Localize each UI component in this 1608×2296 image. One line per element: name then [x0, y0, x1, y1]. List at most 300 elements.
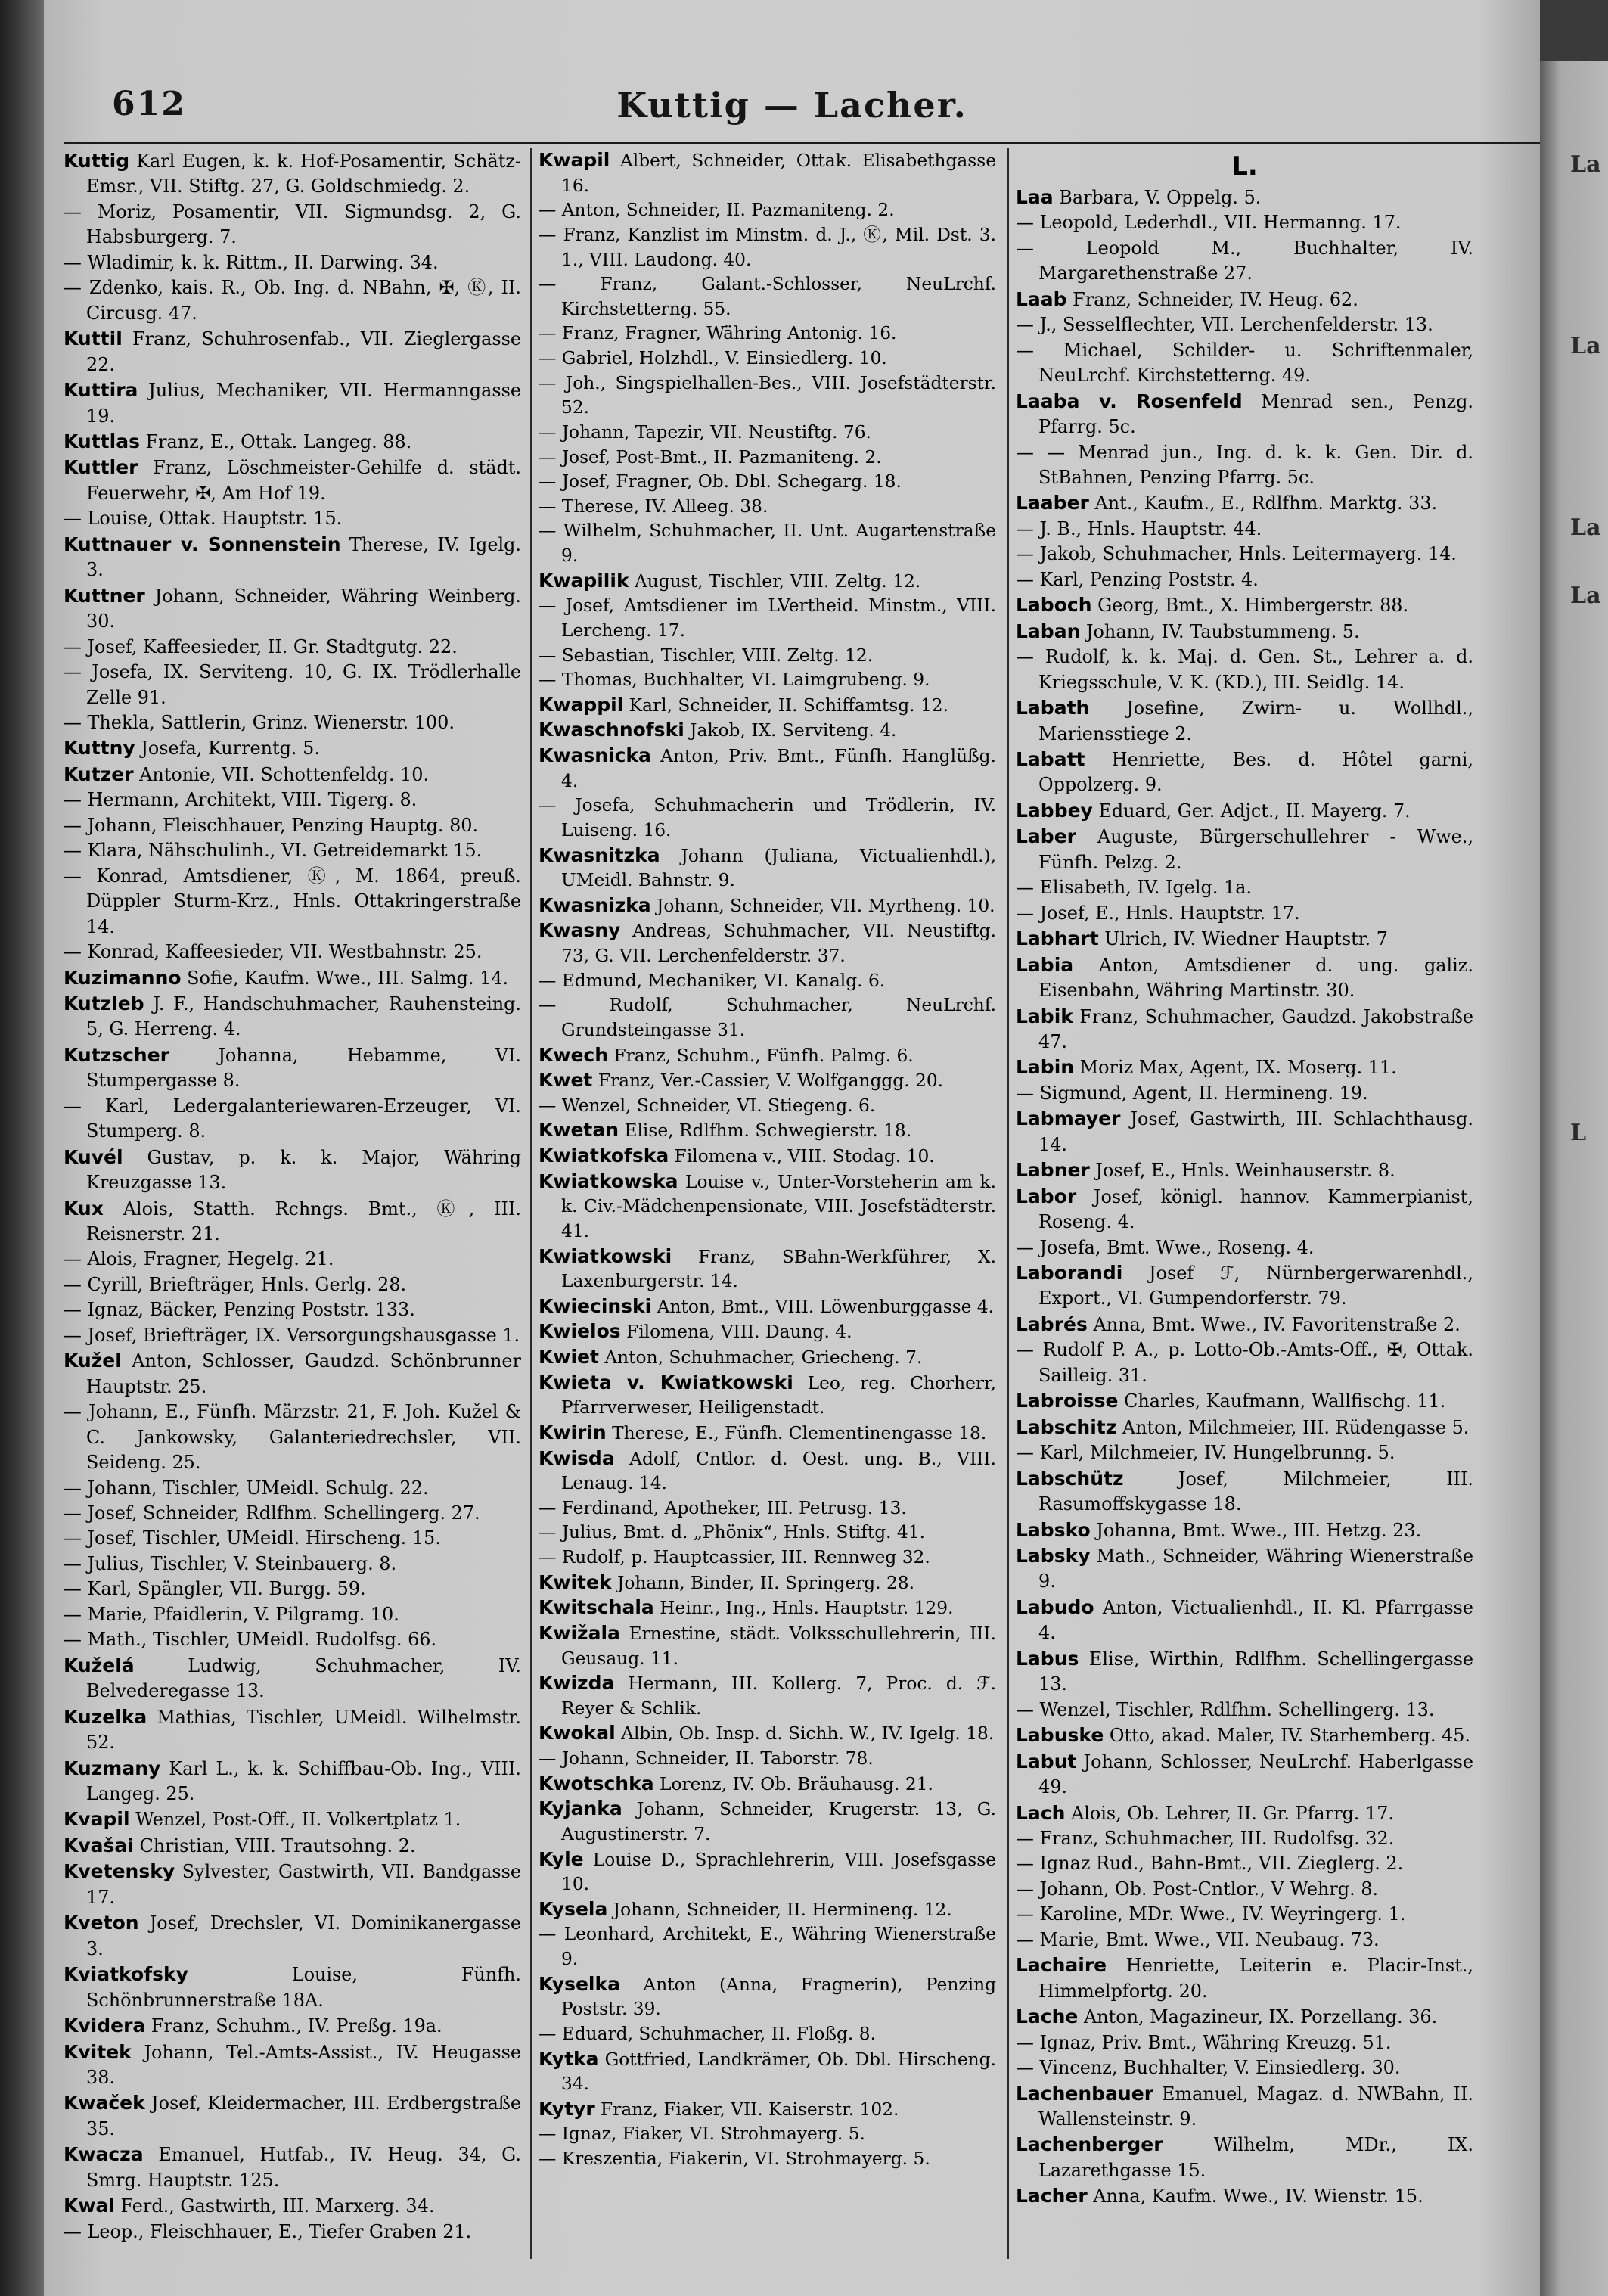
entry-surname: Kwiatkowska [539, 1170, 678, 1192]
directory-entry [64, 1577, 521, 1602]
entry-details: Menrad sen., Penzg. Pfarrg. 5c. [1038, 390, 1473, 438]
directory-entry [539, 1972, 996, 2022]
directory-entry [64, 250, 521, 275]
entry-details: Josef ℱ, Nürnbergerwarenhdl., Export., VI. Gumpendorferstr. 79. [1038, 1263, 1473, 1310]
entry-surname: Labsko [1016, 1518, 1091, 1541]
entry-details: Albert, Schneider, Ottak. Elisabethgasse 16. [561, 151, 996, 196]
directory-entry [539, 2097, 996, 2123]
entry-details: — Ignaz, Fiaker, VI. Strohmayerg. 5. [539, 2124, 865, 2145]
entry-details: — Elisabeth, IV. Igelg. 1a. [1016, 877, 1253, 899]
directory-entry [1016, 1312, 1473, 1338]
directory-entry [539, 322, 996, 346]
directory-entry [64, 275, 521, 326]
directory-entry [64, 1196, 521, 1247]
entry-surname: Kvapil [64, 1808, 130, 1831]
directory-entry [1016, 1081, 1473, 1106]
entry-details: Josef, königl. hannov. Kammerpianist, Roseng. 4. [1038, 1185, 1473, 1233]
directory-entry [539, 1897, 996, 1923]
directory-entry [1016, 592, 1473, 618]
entry-details: — Johann, E., Fünfh. Märzstr. 21, F. Joh. Kužel & C. Jankowsky, Galanteriedrechsler, VII. Seideng. 25. [64, 1401, 521, 1474]
directory-entry [1016, 389, 1473, 440]
entry-details: Wilhelm, MDr., IX. Lazarethgasse 15. [1038, 2134, 1473, 2181]
entry-surname: Labschitz [1016, 1415, 1117, 1438]
entry-details: — Johann, Ob. Post-Cntlor., V Wehrg. 8. [1016, 1878, 1379, 1900]
entry-details: Ferd., Gastwirth, III. Marxerg. 34. [114, 2195, 435, 2217]
directory-entry [1016, 517, 1473, 542]
entry-surname: Kwasnitzka [539, 844, 660, 866]
entry-details: Franz, Ver.-Cassier, V. Wolfganggg. 20. [592, 1070, 944, 1092]
entry-surname: Kužel [64, 1350, 122, 1372]
directory-entry [64, 1602, 521, 1627]
entry-details: — Hermann, Architekt, VIII. Tigerg. 8. [64, 789, 418, 811]
entry-surname: Kuttnauer v. Sonnenstein [64, 533, 341, 555]
entry-details: Filomena v., VIII. Stodag. 10. [669, 1146, 935, 1167]
entry-details: — Franz, Kanzlist im Minstm. d. J., Ⓚ, Mil. Dst. 3. 1., VIII. Laudong. 40. [539, 224, 996, 270]
directory-entry [539, 918, 996, 968]
directory-entry [64, 2220, 521, 2245]
entry-details: — Ignaz Rud., Bahn-Bmt., VII. Zieglerg. 2. [1016, 1853, 1404, 1875]
entry-details: — Ignaz, Bäcker, Penzing Poststr. 133. [64, 1299, 415, 1321]
entry-details: — Johann, Fleischhauer, Penzing Hauptg. 80. [64, 814, 479, 836]
entry-surname: Kuttil [64, 328, 123, 350]
facing-page-fragment: L [1570, 1120, 1587, 1146]
entry-details: — Karoline, MDr. Wwe., IV. Weyringerg. 1. [1016, 1903, 1406, 1925]
entry-surname: Kyjanka [539, 1797, 622, 1820]
directory-entry [64, 455, 521, 506]
entry-surname: Kuželá [64, 1654, 135, 1676]
directory-entry [539, 1068, 996, 1094]
entry-surname: Lache [1016, 2006, 1079, 2028]
directory-entry [1016, 1235, 1473, 1260]
entry-details: Gottfried, Landkrämer, Ob. Dbl. Hirscheng. 34. [561, 2049, 996, 2095]
directory-entry [1016, 1518, 1473, 1543]
directory-entry [539, 1521, 996, 1546]
facing-page-fragment: La [1570, 151, 1601, 178]
entry-details: Henriette, Leiterin e. Placir-Inst., Himmelpfortg. 20. [1038, 1955, 1473, 2002]
directory-entry [539, 272, 996, 322]
directory-entry [539, 223, 996, 272]
entry-details: Therese, IV. Igelg. 3. [86, 533, 521, 581]
entry-details: — Klara, Nähschulinh., VI. Getreidemarkt 15. [64, 840, 483, 862]
entry-details: — Joh., Singspielhallen-Bes., VIII. Josefstädterstr. 52. [539, 372, 996, 418]
entry-surname: Kwapilik [539, 569, 629, 592]
directory-entry [64, 660, 521, 710]
entry-details: Wenzel, Post-Off., II. Volkertplatz 1. [129, 1809, 461, 1831]
entry-details: — Josefa, IX. Serviteng. 10, G. IX. Trödlerhalle Zelle 91. [64, 661, 521, 708]
entry-surname: Labschütz [1016, 1467, 1124, 1490]
directory-entry [64, 2142, 521, 2193]
directory-entry [539, 993, 996, 1042]
entry-details: — Marie, Pfaidlerin, V. Pilgramg. 10. [64, 1603, 399, 1625]
entry-details: — Julius, Tischler, V. Steinbauerg. 8. [64, 1552, 397, 1574]
entry-details: Johann (Juliana, Victualienhdl.), UMeidl. Bahnstr. 9. [561, 845, 996, 891]
column-divider [1007, 148, 1009, 2259]
entry-details: Johann, Schneider, II. Hermineng. 12. [607, 1899, 952, 1920]
directory-entry [1016, 619, 1473, 645]
directory-entry [1016, 1415, 1473, 1440]
entry-details: — Karl, Ledergalanteriewaren-Erzeuger, VI. Stumperg. 8. [64, 1095, 521, 1142]
facing-page-fragment: La [1570, 514, 1601, 541]
entry-details: — Wenzel, Schneider, VI. Stiegeng. 6. [539, 1095, 876, 1116]
directory-entry [539, 1671, 996, 1721]
entry-details: — Josef, Schneider, Rdlfhm. Schellingerg. 27. [64, 1502, 480, 1524]
entry-surname: Labath [1016, 697, 1090, 719]
directory-entry [539, 519, 996, 568]
entry-details: Franz, Schneider, IV. Heug. 62. [1066, 288, 1358, 310]
entry-details: — Alois, Fragner, Hegelg. 21. [64, 1248, 334, 1270]
entry-details: Albin, Ob. Insp. d. Sichh. W., IV. Igelg. 18. [615, 1723, 995, 1745]
entry-details: — Franz, Schuhmacher, III. Rudolfsg. 32. [1016, 1828, 1395, 1849]
entry-details: — Josefa, Schuhmacherin und Trödlerin, IV. Luiseng. 16. [539, 795, 996, 840]
entry-surname: Laban [1016, 620, 1081, 642]
entry-surname: Kwiatkowski [539, 1244, 672, 1267]
directory-entry [539, 1421, 996, 1446]
entry-surname: Laaber [1016, 492, 1089, 514]
directory-entry [64, 1653, 521, 1704]
entry-surname: Kwapil [539, 149, 610, 171]
directory-entry [64, 940, 521, 965]
entry-surname: Laa [1016, 186, 1054, 208]
entry-surname: Kwitek [539, 1571, 612, 1593]
entry-details: Anton, Priv. Bmt., Fünfh. Hanglüßg. 4. [561, 746, 996, 791]
entry-details: — Math., Tischler, UMeidl. Rudolfsg. 66. [64, 1629, 437, 1651]
entry-details: Otto, akad. Maler, IV. Starhemberg. 45. [1104, 1725, 1471, 1747]
directory-entry [64, 1476, 521, 1501]
directory-entry [539, 1294, 996, 1320]
entry-details: — Thekla, Sattlerin, Grinz. Wienerstr. 100. [64, 711, 455, 733]
directory-entry [64, 148, 521, 200]
entry-details: August, Tischler, VIII. Zeltg. 12. [629, 570, 921, 592]
directory-entry [539, 1446, 996, 1496]
entry-details: — Rudolf, p. Hauptcassier, III. Rennweg 32. [539, 1547, 930, 1567]
entry-details: Josef, Kleidermacher, III. Erdbergstraße 35. [86, 2092, 521, 2139]
directory-entry [64, 1704, 521, 1756]
entry-details: Franz, SBahn-Werkführer, X. Laxenburgerstr. 14. [561, 1246, 996, 1292]
entry-details: Franz, Schuhmacher, Gaudzd. Jakobstraße 47. [1038, 1005, 1473, 1052]
directory-entry [64, 864, 521, 940]
entry-details: Josef, Gastwirth, III. Schlachthausg. 14. [1038, 1108, 1473, 1155]
entry-surname: Kwal [64, 2195, 115, 2217]
directory-entry [1016, 1698, 1473, 1723]
entry-surname: Labut [1016, 1750, 1077, 1772]
directory-entry [64, 1400, 521, 1475]
directory-entry [1016, 2132, 1473, 2183]
book-spine [0, 0, 44, 2296]
entry-surname: Labroisse [1016, 1390, 1119, 1412]
entry-surname: Kuttlas [64, 430, 140, 452]
directory-entry [1016, 287, 1473, 312]
entry-details: — J. B., Hnls. Hauptstr. 44. [1016, 517, 1262, 539]
directory-entry [539, 2122, 996, 2147]
entry-details: Johann, Schneider, VII. Myrtheng. 10. [650, 895, 995, 916]
entry-surname: Kwacza [64, 2143, 144, 2166]
directory-entry [539, 1595, 996, 1621]
entry-details: Hermann, III. Kollerg. 7, Proc. d. ℱ. Reyer & Schlik. [561, 1673, 996, 1719]
running-title: Kuttig — Lacher. [616, 85, 967, 126]
entry-details: — Eduard, Schuhmacher, II. Floßg. 8. [539, 2023, 876, 2044]
directory-entry [539, 421, 996, 446]
entry-surname: Labudo [1016, 1595, 1094, 1618]
directory-entry [1016, 1877, 1473, 1902]
entry-details: Adolf, Cntlor. d. Oest. ung. B., VIII. Lenaug. 14. [561, 1448, 996, 1494]
entry-details: Anton, Bmt., VIII. Löwenburggasse 4. [651, 1296, 995, 1317]
entry-surname: Kwiecinski [539, 1294, 652, 1317]
entry-details: Mathias, Tischler, UMeidl. Wilhelmstr. 52. [86, 1706, 521, 1754]
entry-surname: Labus [1016, 1647, 1079, 1670]
entry-details: Georg, Bmt., X. Himbergerstr. 88. [1091, 595, 1409, 617]
entry-details: Anton (Anna, Fragnerin), Penzing Poststr. 39. [561, 1974, 996, 2020]
entry-details: Filomena, VIII. Daung. 4. [620, 1322, 852, 1343]
entry-surname: Kyle [539, 1847, 584, 1870]
directory-entry [1016, 1723, 1473, 1748]
entry-details: — Leonhard, Architekt, E., Währing Wienerstraße 9. [539, 1924, 996, 1969]
directory-entry [1016, 542, 1473, 567]
directory-entry [64, 1094, 521, 1145]
entry-details: Franz, Schuhm., IV. Preßg. 19a. [145, 2015, 442, 2037]
entry-details: Lorenz, IV. Ob. Bräuhausg. 21. [653, 1773, 933, 1794]
entry-details: Moriz Max, Agent, IX. Moserg. 11. [1074, 1057, 1397, 1079]
directory-entry [1016, 1800, 1473, 1826]
entry-details: — Konrad, Kaffeesieder, VII. Westbahnstr. 25. [64, 941, 483, 963]
entry-surname: Kutzer [64, 763, 134, 785]
directory-entry [1016, 567, 1473, 592]
entry-details: Anton, Schlosser, Gaudzd. Schönbrunner Hauptstr. 25. [86, 1350, 521, 1397]
entry-details: — Leopold M., Buchhalter, IV. Margarethenstraße 27. [1016, 237, 1473, 284]
directory-entry [64, 1807, 521, 1832]
directory-entry [64, 1910, 521, 1962]
directory-entry [1016, 1338, 1473, 1388]
entry-details: — Thomas, Buchhalter, VI. Laimgrubeng. 9. [539, 670, 930, 691]
facing-page-fragment: La [1570, 583, 1601, 609]
directory-entry [1016, 2081, 1473, 2133]
directory-entry [539, 2022, 996, 2047]
entry-details: Gustav, p. k. k. Major, Währing Kreuzgasse 13. [86, 1146, 521, 1194]
entry-surname: Lachenbauer [1016, 2082, 1154, 2105]
directory-entry [539, 148, 996, 198]
directory-entry [539, 794, 996, 843]
entry-details: Johann, Schneider, Krugerstr. 13, G. Augustinerstr. 7. [561, 1799, 996, 1844]
entry-surname: Labia [1016, 953, 1074, 976]
directory-entry [1016, 2030, 1473, 2055]
entry-surname: Kutzleb [64, 992, 144, 1014]
directory-entry [1016, 747, 1473, 798]
entry-details: — Louise, Ottak. Hauptstr. 15. [64, 508, 343, 530]
entry-details: — Wilhelm, Schuhmacher, II. Unt. Augartenstraße 9. [539, 520, 996, 566]
directory-entry [64, 1962, 521, 2013]
entry-surname: Kuzimanno [64, 966, 182, 989]
directory-entry [539, 969, 996, 994]
entry-details: — Wenzel, Tischler, Rdlfhm. Schellingerg. 13. [1016, 1698, 1435, 1720]
entry-surname: Kuzelka [64, 1705, 147, 1728]
directory-entry [1016, 1543, 1473, 1595]
directory-entry [539, 1319, 996, 1345]
directory-entry [64, 1272, 521, 1297]
entry-surname: Labbey [1016, 799, 1093, 822]
entry-surname: Kyselka [539, 1972, 620, 1995]
directory-entry [539, 644, 996, 669]
entry-surname: Labmayer [1016, 1108, 1121, 1130]
entry-surname: Kuttira [64, 379, 138, 402]
directory-entry [1016, 875, 1473, 900]
entry-surname: Kwasnicka [539, 744, 651, 766]
directory-entry [1016, 490, 1473, 516]
directory-entry [1016, 2004, 1473, 2030]
entry-details: Ulrich, IV. Wiedner Hauptstr. 7 [1098, 928, 1388, 950]
entry-details: — Johann, Schneider, II. Taborstr. 78. [539, 1748, 874, 1769]
entry-details: — Rudolf, Schuhmacher, NeuLrchf. Grundsteingasse 31. [539, 995, 996, 1040]
entry-surname: Labrés [1016, 1313, 1088, 1335]
entry-details: Josef, Milchmeier, III. Rasumoffskygasse 18. [1038, 1468, 1473, 1515]
entry-surname: Labuske [1016, 1724, 1104, 1747]
entry-surname: Labsky [1016, 1545, 1091, 1567]
entry-details: Emanuel, Magaz. d. NWBahn, II. Wallensteinstr. 9. [1038, 2083, 1473, 2130]
entry-details: Johann, IV. Taubstummeng. 5. [1080, 620, 1360, 642]
directory-entry [1016, 440, 1473, 491]
directory-entry [64, 583, 521, 635]
directory-entry [64, 788, 521, 812]
entry-details: Anton, Amtsdiener d. ung. galiz. Eisenbahn, Währing Martinstr. 30. [1038, 954, 1473, 1002]
directory-entry [64, 762, 521, 788]
directory-entry [539, 1571, 996, 1596]
entry-details: — Ferdinand, Apotheker, III. Petrusg. 13. [539, 1497, 907, 1518]
directory-entry [539, 1118, 996, 1144]
entry-surname: Kwižala [539, 1621, 620, 1644]
entry-surname: Kwet [539, 1069, 593, 1092]
entry-surname: Kwasny [539, 919, 621, 942]
directory-entry [539, 1345, 996, 1371]
directory-entry [64, 1552, 521, 1577]
directory-entry [539, 1244, 996, 1294]
entry-surname: Kuttig [64, 150, 130, 172]
entry-details: Heinr., Ing., Hnls. Hauptstr. 129. [653, 1598, 954, 1619]
entry-details: Josef, Drechsler, VI. Dominikanergasse 3. [86, 1912, 521, 1959]
entry-surname: Kuttler [64, 456, 138, 479]
entry-details: Ant., Kaufm., E., Rdlfhm. Marktg. 33. [1088, 492, 1438, 514]
directory-entry [64, 2040, 521, 2091]
directory-entry [1016, 824, 1473, 875]
entry-surname: Kwieta v. Kwiatkowski [539, 1371, 793, 1393]
entry-details: — Johann, Tischler, UMeidl. Schulg. 22. [64, 1477, 429, 1499]
directory-entry [539, 594, 996, 643]
directory-entry [64, 200, 521, 250]
entry-details: Louise v., Unter-Vorsteherin am k. k. Civ.-Mädchenpensionate, VIII. Josefstädterstr. 41. [561, 1171, 996, 1241]
entry-surname: Kux [64, 1197, 104, 1219]
entry-surname: Laab [1016, 287, 1067, 310]
entry-surname: Kuzmany [64, 1757, 161, 1779]
directory-entry [64, 1833, 521, 1859]
column-3 [1016, 148, 1473, 2266]
entry-surname: Kwisda [539, 1446, 615, 1469]
directory-entry [64, 2013, 521, 2039]
entry-details: — Gabriel, Holzhdl., V. Einsiedlerg. 10. [539, 348, 887, 368]
entry-details: Karl, Schneider, II. Schiffamtsg. 12. [623, 694, 949, 716]
entry-details: Anna, Kaufm. Wwe., IV. Wienstr. 15. [1087, 2186, 1423, 2207]
directory-entry [64, 813, 521, 838]
entry-surname: Lachaire [1016, 1954, 1107, 1977]
entry-details: — Sigmund, Agent, II. Hermineng. 19. [1016, 1082, 1368, 1104]
entry-surname: Kvašai [64, 1834, 134, 1856]
directory-entry [64, 1348, 521, 1400]
directory-entry [1016, 1851, 1473, 1876]
entry-surname: Kveton [64, 1912, 139, 1934]
directory-entry [64, 532, 521, 583]
entry-details: — Josef, Tischler, UMeidl. Hirscheng. 15. [64, 1527, 441, 1549]
entry-surname: Kwaschnofski [539, 719, 684, 741]
directory-entry [539, 470, 996, 495]
entry-details: — Karl, Milchmeier, IV. Hungelbrunng. 5. [1016, 1442, 1395, 1464]
entry-details: Julius, Mechaniker, VII. Hermanngasse 19. [86, 380, 521, 427]
directory-entry [539, 1170, 996, 1244]
directory-entry [539, 1371, 996, 1421]
entry-details: — Zdenko, kais. R., Ob. Ing. d. NBahn, ✠, Ⓚ, II. Circusg. 47. [64, 277, 521, 324]
directory-entry [1016, 210, 1473, 235]
entry-surname: Kvitek [64, 2040, 132, 2063]
entry-details: Sylvester, Gastwirth, VII. Bandgasse 17. [86, 1861, 521, 1908]
entry-details: Ernestine, städt. Volksschullehrerin, III. Geusaug. 11. [561, 1623, 996, 1669]
entry-surname: Kuttny [64, 737, 135, 760]
directory-entry [64, 2090, 521, 2142]
directory-entry [539, 446, 996, 471]
directory-entry [539, 1747, 996, 1772]
entry-details: — Jakob, Schuhmacher, Hnls. Leitermayerg. 14. [1016, 543, 1457, 565]
entry-details: Eduard, Ger. Adjct., II. Mayerg. 7. [1092, 800, 1411, 822]
entry-surname: Kytka [539, 2047, 599, 2070]
facing-page-edge [1540, 61, 1608, 2296]
entry-details: — Johann, Tapezir, VII. Neustiftg. 76. [539, 421, 871, 443]
entry-details: Josefa, Kurrentg. 5. [135, 738, 320, 760]
directory-entry [539, 371, 996, 421]
directory-entry [539, 1144, 996, 1170]
directory-entry [539, 1847, 996, 1897]
facing-page-fragment: La [1570, 333, 1601, 359]
directory-entry [1016, 1388, 1473, 1414]
directory-entry [1016, 185, 1473, 210]
directory-entry [539, 569, 996, 595]
entry-details: — Cyrill, Briefträger, Hnls. Gerlg. 28. [64, 1273, 407, 1295]
directory-entry [1016, 1902, 1473, 1927]
entry-details: Elise, Wirthin, Rdlfhm. Schellingergasse 13. [1038, 1648, 1473, 1695]
directory-entry [64, 1297, 521, 1322]
entry-surname: Labner [1016, 1159, 1090, 1182]
entry-surname: Laborandi [1016, 1262, 1123, 1285]
directory-entry [539, 668, 996, 693]
entry-details: — Rudolf P. A., p. Lotto-Ob.-Amts-Off., ✠, Ottak. Sailleig. 31. [1016, 1339, 1473, 1386]
entry-details: Johann, Tel.-Amts-Assist., IV. Heugasse 38. [86, 2041, 521, 2088]
entry-details: Anton, Magazineur, IX. Porzellang. 36. [1078, 2006, 1438, 2028]
directory-entry [1016, 1646, 1473, 1698]
entry-surname: Kwielos [539, 1320, 621, 1343]
directory-entry [539, 718, 996, 744]
entry-details: — Sebastian, Tischler, VIII. Zeltg. 12. [539, 645, 874, 666]
entry-details: Franz, Löschmeister-Gehilfe d. städt. Feuerwehr, ✠, Am Hof 19. [86, 457, 521, 504]
directory-entry [539, 844, 996, 893]
directory-entry [1016, 1440, 1473, 1465]
entry-details: Christian, VIII. Trautsohng. 2. [133, 1835, 416, 1856]
column-1 [64, 148, 521, 2266]
entry-details: — — Menrad jun., Ing. d. k. k. Gen. Dir. d. StBahnen, Penzing Pfarrg. 5c. [1016, 441, 1473, 488]
entry-details: — Josefa, Bmt. Wwe., Roseng. 4. [1016, 1236, 1315, 1258]
entry-surname: Kwotschka [539, 1772, 654, 1794]
directory-entry [539, 495, 996, 520]
entry-details: — Ignaz, Priv. Bmt., Währing Kreuzg. 51. [1016, 2031, 1392, 2053]
directory-entry [1016, 2055, 1473, 2080]
column-divider [530, 148, 532, 2259]
entry-details: Anton, Victualienhdl., II. Kl. Pfarrgasse 4. [1038, 1596, 1473, 1644]
entry-details: Andreas, Schuhmacher, VII. Neustiftg. 73, G. VII. Lerchenfelderstr. 37. [561, 921, 996, 966]
entry-details: Johann, Schneider, Währing Weinberg. 30. [86, 585, 521, 632]
directory-entry [539, 2047, 996, 2097]
directory-entry [64, 1042, 521, 1094]
